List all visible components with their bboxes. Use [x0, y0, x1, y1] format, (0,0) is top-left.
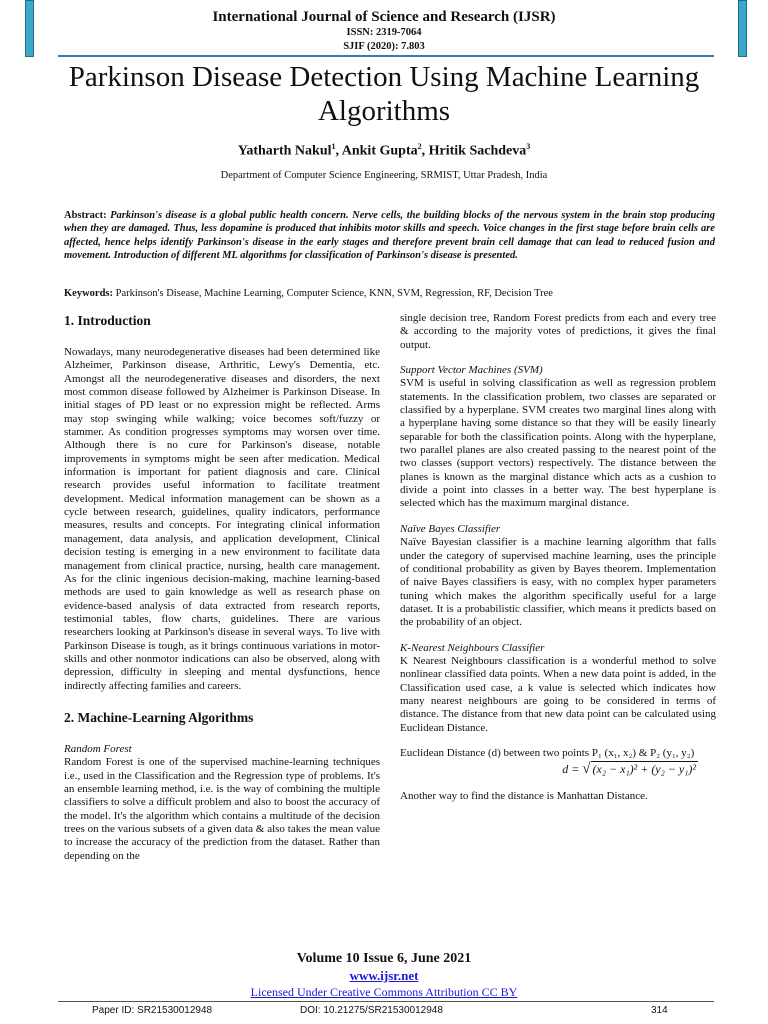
- knn-paragraph: K Nearest Neighbours classification is a wonderful method to solve nonlinear classified data points. When a new data point is added, in the Classification used case, a k value is selected which indicates how many nearest neighbours are going to be considered in terms of distance. The distance from that new data point can be calculated using Euclidean Distance.: [400, 654, 716, 734]
- author-affiliation-mark: 2: [417, 142, 422, 151]
- random-forest-paragraph: Random Forest is one of the supervised machine-learning techniques i.e., used in the Classification and the Regression type of problems. It's an ensemble learning method, i.e. is the way of combining the multiple classifiers to solve a difficult problem and also to boost the accuracy of the model. It's the algorithm which contains a multitude of the decision trees on the various subsets of a given data & also takes the mean value to increase the accuracy of the prediction from the dataset. Rather than depending on the: [64, 756, 380, 862]
- keywords-text: Parkinson's Disease, Machine Learning, Computer Science, KNN, SVM, Regression, RF, Decision Tree: [115, 288, 553, 299]
- license-link[interactable]: Licensed Under Creative Commons Attribution CC BY: [250, 985, 518, 999]
- author-name: Ankit Gupta: [341, 143, 418, 159]
- journal-link[interactable]: www.ijsr.net: [349, 968, 419, 983]
- abstract: [64, 209, 715, 262]
- section-heading-introduction: 1. Introduction: [64, 313, 151, 328]
- naive-bayes-paragraph: Naïve Bayesian classifier is a machine learning algorithm that falls under the category of supervised machine learning, uses the principle of conditional probability as given by Bayes theorem. Implementation of naive Bayes classifiers is easy, with no complex hyper parameters tuning which makes the algorithm specifically useful for a large dataset. It is a probabilistic classifier, which means it predicts based on the probability of an object.: [400, 536, 716, 629]
- euclidean-formula: [400, 760, 716, 778]
- issn: ISSN: 2319-7064: [346, 27, 422, 38]
- author-affiliation-mark: 1: [331, 142, 336, 151]
- subheading-knn: K-Nearest Neighbours Classifier: [400, 641, 545, 654]
- svm-paragraph: SVM is useful in solving classification as well as regression problem statements. In the classification problem, two classes are separated or classified by a hyperplane. SVM creates two marginal lines along with a hyperplane having some distance so that they will be easily linearly separable for both the classification points. Along with the hyperplane, two parallel planes are also created passing to the nearest point of the two classes (support vectors) respectively. The distance between the planes is known as the marginal distance which acts as a cushion to divide a point into classes in a better way. The best hyperplane is selected which has the maximum marginal distance.: [400, 377, 716, 510]
- journal-name: International Journal of Science and Research (IJSR): [212, 9, 556, 25]
- right-column: [400, 312, 716, 804]
- abstract-label: Abstract:: [64, 210, 107, 221]
- left-column: [64, 312, 380, 863]
- author-name: Hritik Sachdeva: [428, 143, 527, 159]
- header-rule: [58, 55, 714, 57]
- subheading-random-forest: Random Forest: [64, 742, 132, 755]
- author-list: Yatharth Nakul$^1$, Ankit Gupta$^2$, Hritik Sachdeva$^3$: [237, 142, 531, 159]
- formula-lhs: d =: [562, 762, 583, 777]
- footer-rule: [58, 1001, 714, 1002]
- paper-id: Paper ID: SR21530012948: [92, 1005, 213, 1016]
- manhattan-paragraph: Another way to find the distance is Manhattan Distance.: [400, 790, 648, 803]
- doi: DOI: 10.21275/SR21530012948: [300, 1005, 443, 1016]
- sjif: SJIF (2020): 7.803: [343, 41, 425, 52]
- footer-issue: Volume 10 Issue 6, June 2021: [296, 951, 472, 966]
- paper-title: Parkinson Disease Detection Using Machine Learning Algorithms: [68, 61, 700, 127]
- affiliation: Department of Computer Science Engineering, SRMIST, Uttar Pradesh, India: [220, 170, 548, 181]
- euclidean-paragraph: Euclidean Distance (d) between two points P₁ (x₁, x₂) & P₂ (y₁, y₂): [400, 746, 695, 759]
- random-forest-paragraph-continued: single decision tree, Random Forest predicts from each and every tree & according to the majority votes of predictions, it gives the final output.: [400, 312, 716, 351]
- author-affiliation-mark: 3: [526, 142, 531, 151]
- abstract-text: Parkinson's disease is a global public health concern. Nerve cells, the building blocks of the nervous system in the brain stop producing when they are damaged. Thus, less dopamine is produced that inhibits motor skills and speech. Voice changes in the first stage before brain cells are affected, hence helps identify Parkinson's disease in the early stages and therefore prevent brain cell damage that can lead to reduced fusion and movement. Introduction of different ML algorithms for classification of Parkinson's disease is presented.: [64, 210, 716, 261]
- subheading-naive-bayes: Naïve Bayes Classifier: [400, 522, 501, 535]
- page-number: 314: [651, 1005, 668, 1016]
- author-name: Yatharth Nakul: [237, 143, 332, 159]
- sqrt-symbol: √: [582, 761, 591, 778]
- introduction-paragraph: Nowadays, many neurodegenerative diseases had been determined like Alzheimer, Parkinson disease, Arthritic, Lewy's Dementia, etc. Amongst all the neurodegenerative diseases and disorders, the next most common disease followed by Alzheimer is Parkinson Disease. In initial stages of PD least or no expression might be reflected. Arms may stop swinging while walking; voice becomes soft/fuzzy or stammer. As condition progresses symptoms may worsen over time. Although there is no cure for Parkinson's disease, notable improvements in symptoms might be seen after medication. Medical information is important for patient diagnosis and care. Clinical research provides useful information to facilitate treatment development. Medical information management can be shown as a cycle between research, guidelines, quality indicators, performance measures, results and concepts. For integrating clinical information management, data analysis, and application development, Clinical decision testing is emerging in a new environment to facilitate data management from clinical practice, nursing, health care management. As for the clinic ingenious decision-making, machine learning-based methods are used to gain knowledge as well as research phase on evidence-based analysis of data extracted from research reports, testimonial tables, flow charts, guidelines. There are various researchers looking at Parkinson's disease in several ways. To live with Parkinson Disease is tough, as it brings continuous variations in motor-skills and other nonmotor indications can also be observed, along with depression, difficulty in sleeping and mental dysfunctions, hence indirectly affecting families and careers.: [64, 346, 380, 692]
- keywords-label: Keywords:: [64, 288, 113, 299]
- subheading-svm: Support Vector Machines (SVM): [400, 364, 543, 377]
- section-heading-ml-algorithms: 2. Machine-Learning Algorithms: [64, 709, 254, 725]
- formula-radicand: (x₂ − x₁)² + (y₂ − y₁)²: [592, 762, 696, 777]
- keywords: [64, 288, 715, 299]
